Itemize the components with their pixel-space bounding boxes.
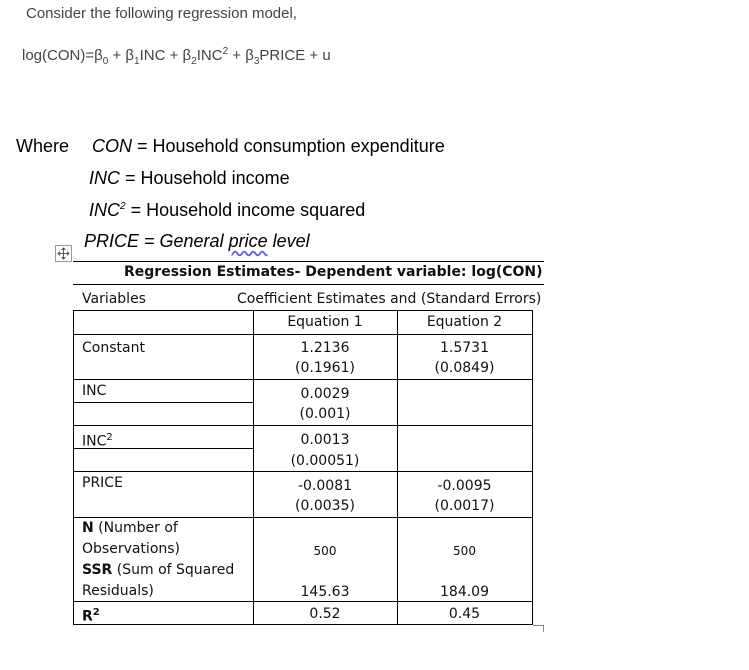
row-label-r2 — [82, 602, 100, 628]
grid-line — [532, 310, 533, 625]
model-term2-var: INC — [196, 47, 223, 64]
inc2-eq1-coef: 0.0013 — [300, 432, 350, 448]
coef-header: Coefficient Estimates and (Standard Errors) — [237, 291, 542, 307]
constant-eq2-se: (0.0849) — [434, 360, 495, 376]
intro-text: Consider the following regression model, — [26, 5, 297, 22]
price-eq1-coef: -0.0081 — [297, 478, 353, 494]
r2-eq2: 0.45 — [448, 606, 481, 622]
row-label-n-cont: Observations) — [82, 541, 181, 557]
grid-line — [73, 310, 533, 311]
def-price-c: level — [267, 231, 310, 251]
row-label-n — [82, 518, 178, 539]
model-term1: + β — [108, 47, 135, 64]
grid-line — [73, 310, 74, 625]
n-eq1: 500 — [313, 544, 337, 558]
model-lhs: log(CON)=β — [22, 47, 103, 64]
table-resize-handle[interactable] — [533, 625, 544, 632]
def-var: CON — [92, 136, 132, 156]
def-desc: = Household income squared — [125, 200, 366, 220]
beta3-sub: 3 — [253, 56, 260, 67]
definition-con — [92, 136, 445, 157]
row-label-bold: N — [82, 520, 94, 536]
ssr-eq1: 145.63 — [300, 584, 350, 600]
row-label-sup: 2 — [106, 432, 113, 443]
grid-line — [73, 379, 533, 380]
equation1-header: Equation 1 — [287, 314, 363, 330]
variables-header: Variables — [82, 291, 146, 307]
constant-eq2-coef: 1.5731 — [440, 340, 489, 356]
table-title: Regression Estimates- Dependent variable: log(CON) — [124, 264, 543, 280]
row-label-sup: 2 — [92, 607, 100, 618]
row-label-ssr-cont: Residuals) — [82, 583, 154, 599]
definition-inc — [89, 168, 290, 189]
beta0-sub: 0 — [102, 56, 109, 67]
row-label-bold: SSR — [82, 562, 113, 578]
row-label-text: INC — [82, 433, 107, 450]
grid-line — [73, 334, 533, 335]
model-term3-var: PRICE + u — [259, 47, 331, 64]
price-eq2-se: (0.0017) — [434, 498, 495, 514]
constant-eq1-coef: 1.2136 — [300, 340, 350, 356]
table-top-rule — [73, 261, 544, 262]
model-equation — [22, 46, 331, 67]
inc-eq1-coef: 0.0029 — [300, 386, 350, 402]
definition-inc-squared — [89, 200, 365, 221]
r2-eq1: 0.52 — [309, 606, 341, 622]
model-term3: + β — [228, 47, 254, 64]
beta1-sub: 1 — [134, 56, 140, 67]
def-desc: = Household consumption expenditure — [132, 136, 445, 156]
square-sup: 2 — [222, 46, 229, 57]
grid-line — [73, 471, 533, 472]
n-eq2: 500 — [453, 544, 476, 558]
def-var: INC — [89, 168, 120, 188]
row-label-ssr — [82, 560, 234, 581]
def-var: INC — [89, 200, 120, 220]
ssr-eq2: 184.09 — [440, 584, 489, 600]
grid-line — [73, 624, 533, 625]
row-label-rest: (Sum of Squared — [112, 562, 235, 578]
model-term1-var: INC + β — [139, 47, 192, 64]
row-label-inc-squared — [82, 427, 113, 453]
spellcheck-word[interactable]: price — [228, 231, 268, 251]
def-desc: = Household income — [120, 168, 290, 188]
def-price-a: PRICE = General — [84, 231, 229, 251]
price-eq1-se: (0.0035) — [295, 498, 355, 514]
grid-line — [73, 402, 253, 403]
def-sup: 2 — [120, 201, 126, 212]
row-label-inc: INC — [82, 383, 107, 399]
equation2-header: Equation 2 — [426, 314, 503, 330]
definition-price — [84, 231, 310, 252]
inc-eq1-se: (0.001) — [299, 406, 351, 422]
grid-line — [73, 425, 533, 426]
row-label-text: R — [82, 608, 93, 625]
row-label-constant: Constant — [82, 340, 145, 356]
price-eq2-coef: -0.0095 — [437, 478, 492, 494]
row-label-price: PRICE — [82, 475, 123, 491]
inc2-eq1-se: (0.00051) — [290, 453, 360, 469]
constant-eq1-se: (0.1961) — [295, 360, 355, 376]
beta2-sub: 2 — [191, 56, 197, 67]
row-label-rest: (Number of — [93, 520, 178, 536]
table-move-handle-icon[interactable] — [55, 245, 72, 262]
where-label: Where — [16, 136, 70, 156]
title-rule — [73, 284, 544, 285]
